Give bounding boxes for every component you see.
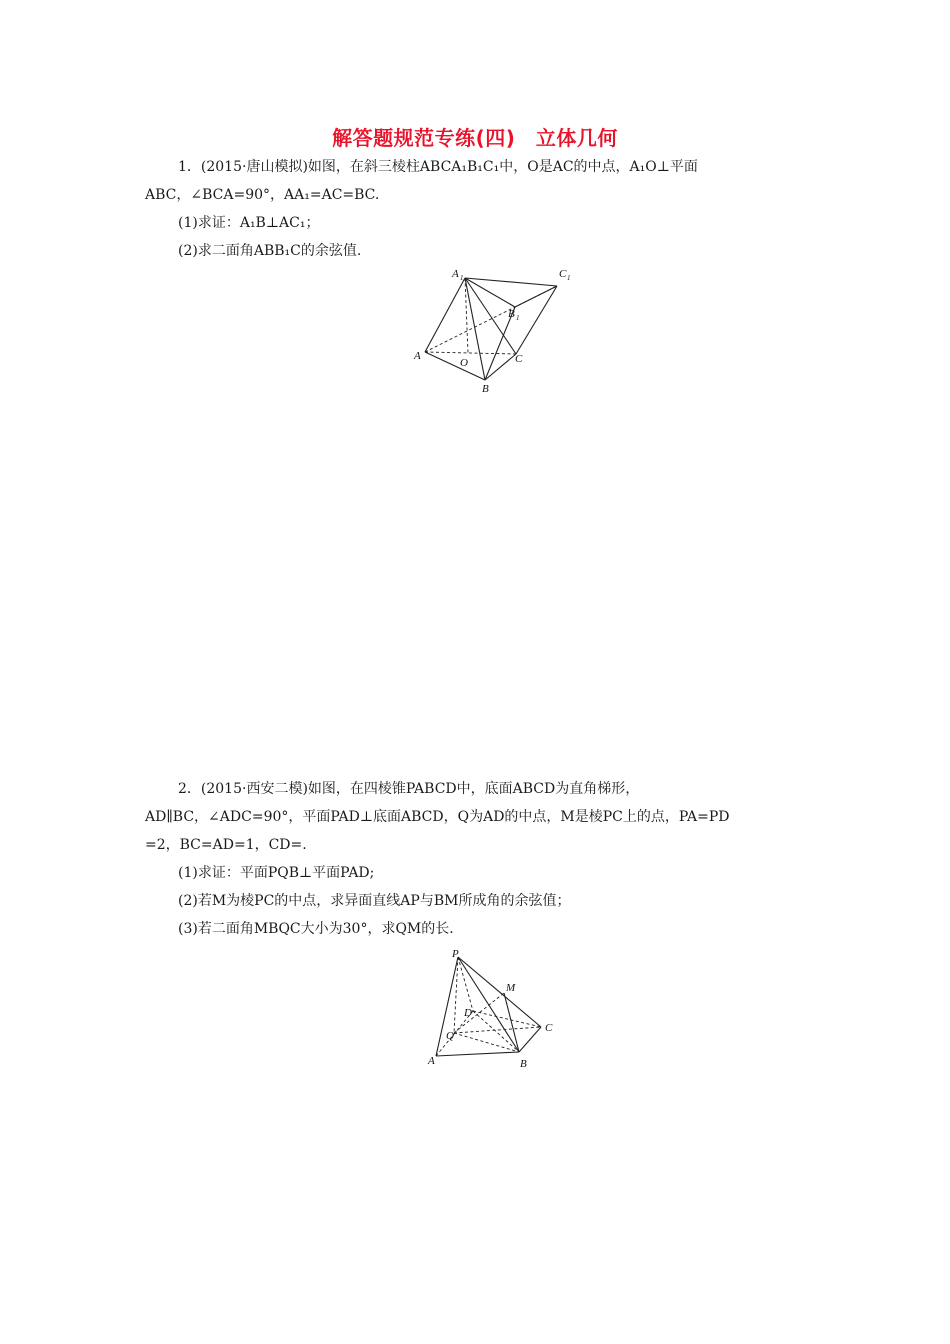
- problem-1-line-1: 1．(2015·唐山模拟)如图，在斜三棱柱ABCA₁B₁C₁中，O是AC的中点，A₁O⊥平面: [178, 159, 698, 175]
- problem-2-line-3: =2，BC=AD=1，CD=.: [145, 837, 307, 853]
- problem-2-line-4: (1)求证：平面PQB⊥平面PAD;: [178, 865, 375, 881]
- label-a1-sub: 1: [460, 274, 464, 282]
- label-b: B: [482, 383, 489, 395]
- edge-p-b: [458, 957, 519, 1052]
- label-c: C: [545, 1022, 553, 1034]
- edge-a-b: [425, 352, 485, 380]
- page-title: 解答题规范专练(四) 立体几何: [332, 126, 618, 150]
- problem-2-line-1: 2．(2015·西安二模)如图，在四棱锥PABCD中，底面ABCD为直角梯形，: [178, 781, 640, 797]
- edge-a1-a: [425, 278, 465, 352]
- edge-b-c: [519, 1027, 541, 1052]
- edge-p-d: [458, 957, 473, 1011]
- label-a1: A: [452, 268, 459, 280]
- edge-q-c: [454, 1027, 541, 1033]
- problem-2-line-6: (3)若二面角MBQC大小为30°，求QM的长.: [178, 921, 454, 937]
- edge-b-c: [485, 354, 516, 380]
- problem-1-line-4: (2)求二面角ABB₁C的余弦值.: [178, 243, 362, 259]
- edge-q-m: [454, 993, 504, 1033]
- label-a: A: [414, 350, 421, 362]
- problem-2-line-2: AD∥BC，∠ADC=90°，平面PAD⊥底面ABCD，Q为AD的中点，M是棱PC上的点，PA=PD: [145, 809, 730, 825]
- edge-a1-b1: [465, 278, 515, 307]
- edge-a1-c1: [465, 278, 557, 286]
- prism-figure: [410, 265, 580, 395]
- problem-1-line-3: (1)求证：A₁B⊥AC₁；: [178, 215, 320, 231]
- label-a: A: [428, 1055, 435, 1067]
- label-d: D: [464, 1007, 472, 1019]
- edge-a-c: [425, 352, 516, 354]
- label-m: M: [506, 982, 516, 994]
- label-b1: B: [508, 308, 515, 320]
- edge-a-b: [436, 1052, 519, 1056]
- label-b: B: [520, 1058, 527, 1070]
- label-c1: C: [559, 268, 567, 280]
- problem-2-line-5: (2)若M为棱PC的中点，求异面直线AP与BM所成角的余弦值；: [178, 893, 571, 909]
- label-c1-sub: 1: [567, 274, 571, 282]
- label-o: O: [460, 357, 468, 369]
- pyramid-figure: [420, 945, 570, 1070]
- label-c: C: [515, 353, 523, 365]
- label-q: Q: [446, 1030, 454, 1042]
- label-b1-sub: 1: [516, 314, 520, 322]
- label-p: P: [452, 948, 459, 960]
- problem-1-line-2: ABC，∠BCA=90°，AA₁=AC=BC.: [145, 187, 380, 203]
